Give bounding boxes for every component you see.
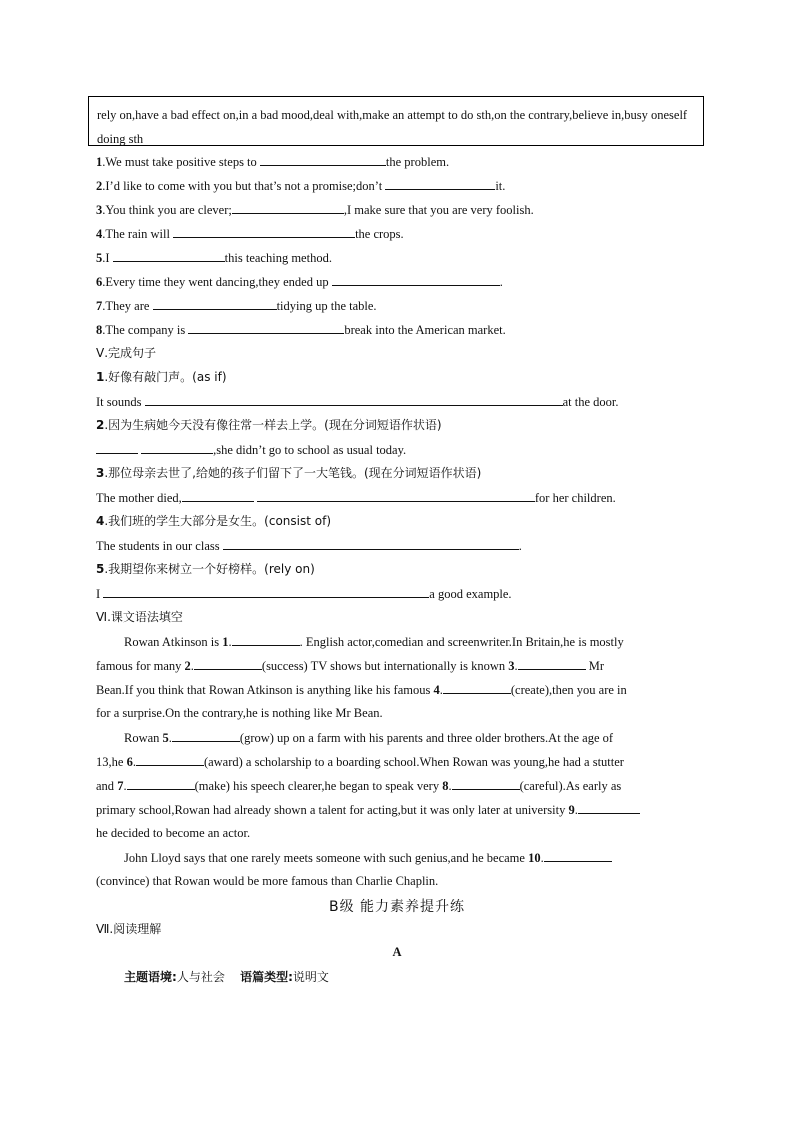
- chinese-prompt: .我期望你来树立一个好榜样。(rely on): [104, 562, 315, 576]
- section-5-title: Ⅴ.完成句子: [96, 346, 157, 360]
- chinese-prompt: .我们班的学生大部分是女生。(consist of): [104, 514, 332, 528]
- item-text-end: the crops.: [355, 227, 404, 241]
- section-5-item-1-answer: [96, 393, 619, 410]
- answer-blank-3[interactable]: [518, 657, 586, 670]
- item-text-end: it.: [495, 179, 506, 193]
- passage-text: . English actor,comedian and screenwriter.In Britain,he is mostly: [299, 635, 624, 649]
- answer-tail: ,she didn’t go to school as usual today.: [213, 443, 407, 457]
- answer-blank[interactable]: [257, 489, 535, 502]
- section-5-item-5-prompt: [96, 561, 315, 577]
- answer-blank[interactable]: [153, 297, 277, 310]
- passage-text: (grow) up on a farm with his parents and three older brothers.At the age of: [239, 731, 614, 745]
- passage-text: Bean.If you think that Rowan Atkinson is anything like his famous: [96, 683, 434, 697]
- answer-blank[interactable]: [173, 225, 355, 238]
- reading-meta: [124, 969, 329, 985]
- item-text: .We must take positive steps to: [102, 155, 260, 169]
- answer-blank[interactable]: [96, 441, 138, 454]
- item-number: 1: [96, 370, 105, 384]
- blank-number: 9: [568, 803, 575, 817]
- chinese-prompt: .因为生病她今天没有像往常一样去上学。(现在分词短语作状语): [104, 418, 442, 432]
- section-5-item-4-answer: [96, 537, 522, 554]
- passage-text: Mr: [588, 659, 605, 673]
- answer-blank-7[interactable]: [127, 777, 195, 790]
- answer-lead: It sounds: [96, 395, 145, 409]
- topic-label: 主题语境:: [124, 970, 177, 984]
- passage-text: famous for many: [96, 659, 185, 673]
- exercise-4-item-6: [96, 273, 503, 290]
- answer-blank[interactable]: [332, 273, 500, 286]
- exercise-4-item-1: [96, 153, 449, 170]
- blank-number: 2: [184, 659, 191, 673]
- answer-tail: at the door.: [562, 395, 619, 409]
- passage-line: Rowan Atkinson is 1. . English actor,comedian and screenwriter.In Britain,he is mostly: [124, 635, 624, 649]
- item-text: .I’d like to come with you but that’s not a promise;don’t: [102, 179, 386, 193]
- answer-blank[interactable]: [141, 441, 213, 454]
- passage-line: Rowan 5. (grow) up on a farm with his parents and three older brothers.At the age of: [124, 731, 614, 745]
- section-5-item-1-prompt: [96, 369, 227, 385]
- passage-text: (award) a scholarship to a boarding school.When Rowan was young,he had a stutter: [203, 755, 624, 769]
- passage-text: (create),then you are in: [510, 683, 627, 697]
- answer-blank[interactable]: [385, 177, 495, 190]
- answer-lead: I: [96, 587, 104, 601]
- blank-number: 10: [528, 851, 541, 865]
- topic-value: 人与社会: [176, 970, 225, 984]
- section-5-item-5-answer: [96, 585, 512, 602]
- item-text-end: tidying up the table.: [276, 299, 377, 313]
- reading-part-label: A: [392, 945, 402, 959]
- item-text: .The company is: [102, 323, 189, 337]
- chinese-prompt: .好像有敲门声。(as if): [104, 370, 227, 384]
- answer-blank[interactable]: [145, 393, 563, 406]
- answer-tail: .: [518, 539, 522, 553]
- item-number: 3: [96, 466, 105, 480]
- answer-lead: The students in our class: [96, 539, 223, 553]
- item-number: 6: [96, 275, 103, 289]
- passage-text: Rowan: [124, 731, 163, 745]
- item-number: 3: [96, 203, 103, 217]
- passage-text: John Lloyd says that one rarely meets someone with such genius,and he became: [124, 851, 529, 865]
- answer-tail: for her children.: [534, 491, 616, 505]
- type-label: 语篇类型:: [240, 970, 293, 984]
- passage-line: John Lloyd says that one rarely meets someone with such genius,and he became 10.: [124, 849, 612, 866]
- exercise-4-item-5: [96, 249, 332, 266]
- answer-blank[interactable]: [223, 537, 519, 550]
- blank-number: 7: [117, 779, 124, 793]
- answer-blank-1[interactable]: [232, 633, 300, 646]
- type-value: 说明文: [292, 970, 329, 984]
- answer-tail: a good example.: [429, 587, 512, 601]
- exercise-4-item-4: [96, 225, 404, 242]
- answer-blank[interactable]: [182, 489, 254, 502]
- passage-line: (convince) that Rowan would be more famous than Charlie Chaplin.: [96, 874, 439, 888]
- item-number: 5: [96, 562, 105, 576]
- passage-line: Bean.If you think that Rowan Atkinson is anything like his famous 4. (create),then you are in: [96, 683, 627, 697]
- answer-lead: The mother died,: [96, 491, 182, 505]
- blank-number: 6: [126, 755, 133, 769]
- section-5-item-4-prompt: [96, 513, 331, 529]
- item-number: 2: [96, 179, 103, 193]
- item-number: 5: [96, 251, 103, 265]
- passage-line: for a surprise.On the contrary,he is nothing like Mr Bean.: [96, 706, 383, 720]
- section-5-item-2-prompt: [96, 417, 442, 433]
- passage-text: 13,he: [96, 755, 127, 769]
- word-bank-text: rely on,have a bad effect on,in a bad mood,deal with,make an attempt to do sth,on the contrary,believe in,busy oneself doing sth: [97, 108, 688, 146]
- blank-number: 8: [442, 779, 449, 793]
- item-text-end: ,I make sure that you are very foolish.: [343, 203, 534, 217]
- exercise-4-item-3: [96, 201, 534, 218]
- blank-number: 4: [433, 683, 440, 697]
- exercise-4-item-7: [96, 297, 377, 314]
- blank-number: 5: [162, 731, 169, 745]
- answer-blank-4[interactable]: [443, 681, 511, 694]
- exercise-4-item-8: [96, 321, 506, 338]
- item-text-end: .: [499, 275, 503, 289]
- level-b-heading: B级 能力素养提升练: [328, 899, 466, 915]
- passage-text: (careful).As early as: [519, 779, 622, 793]
- passage-text: and: [96, 779, 118, 793]
- word-bank-box: [88, 96, 704, 146]
- answer-blank-6[interactable]: [136, 753, 204, 766]
- answer-blank-10[interactable]: [544, 849, 612, 862]
- section-6-title: Ⅵ.课文语法填空: [96, 610, 183, 624]
- section-5-item-3-prompt: [96, 465, 481, 481]
- passage-line: primary school,Rowan had already shown a talent for acting,but it was only later at university 9.: [96, 801, 640, 818]
- answer-blank-2[interactable]: [194, 657, 262, 670]
- section-7-title: Ⅶ.阅读理解: [96, 922, 162, 936]
- section-5-item-3-answer: [96, 489, 616, 506]
- passage-text: Rowan Atkinson is: [124, 635, 223, 649]
- passage-line: he decided to become an actor.: [96, 826, 251, 840]
- item-text-end: the problem.: [385, 155, 450, 169]
- item-number: 8: [96, 323, 103, 337]
- passage-line: famous for many 2. (success) TV shows but internationally is known 3. Mr: [96, 659, 605, 673]
- answer-blank[interactable]: [188, 321, 344, 334]
- item-number: 4: [96, 227, 103, 241]
- exercise-4-item-2: [96, 177, 505, 194]
- passage-text: primary school,Rowan had already shown a talent for acting,but it was only later at university: [96, 803, 569, 817]
- answer-blank-9[interactable]: [578, 801, 640, 814]
- passage-text: (make) his speech clearer,he began to speak very: [194, 779, 443, 793]
- answer-blank-8[interactable]: [452, 777, 520, 790]
- item-text: .Every time they went dancing,they ended up: [102, 275, 332, 289]
- blank-number: 3: [508, 659, 515, 673]
- item-number: 1: [96, 155, 103, 169]
- section-5-item-2-answer: [96, 441, 406, 458]
- passage-text: (success) TV shows but internationally is known: [261, 659, 509, 673]
- item-number: 2: [96, 418, 105, 432]
- answer-blank[interactable]: [113, 249, 225, 262]
- answer-blank[interactable]: [103, 585, 429, 598]
- blank-number: 1: [222, 635, 229, 649]
- chinese-prompt: .那位母亲去世了,给她的孩子们留下了一大笔钱。(现在分词短语作状语): [104, 466, 482, 480]
- item-number: 7: [96, 299, 103, 313]
- item-number: 4: [96, 514, 105, 528]
- item-text: .I: [102, 251, 113, 265]
- passage-line: and 7. (make) his speech clearer,he began to speak very 8. (careful).As early as: [96, 779, 622, 793]
- item-text: .The rain will: [102, 227, 174, 241]
- item-text: .They are: [102, 299, 153, 313]
- answer-blank-5[interactable]: [172, 729, 240, 742]
- item-text: .You think you are clever;: [102, 203, 232, 217]
- item-text-end: this teaching method.: [224, 251, 332, 265]
- item-text-end: break into the American market.: [344, 323, 506, 337]
- answer-blank[interactable]: [260, 153, 386, 166]
- passage-line: 13,he 6. (award) a scholarship to a boarding school.When Rowan was young,he had a stutter: [96, 755, 624, 769]
- answer-blank[interactable]: [232, 201, 344, 214]
